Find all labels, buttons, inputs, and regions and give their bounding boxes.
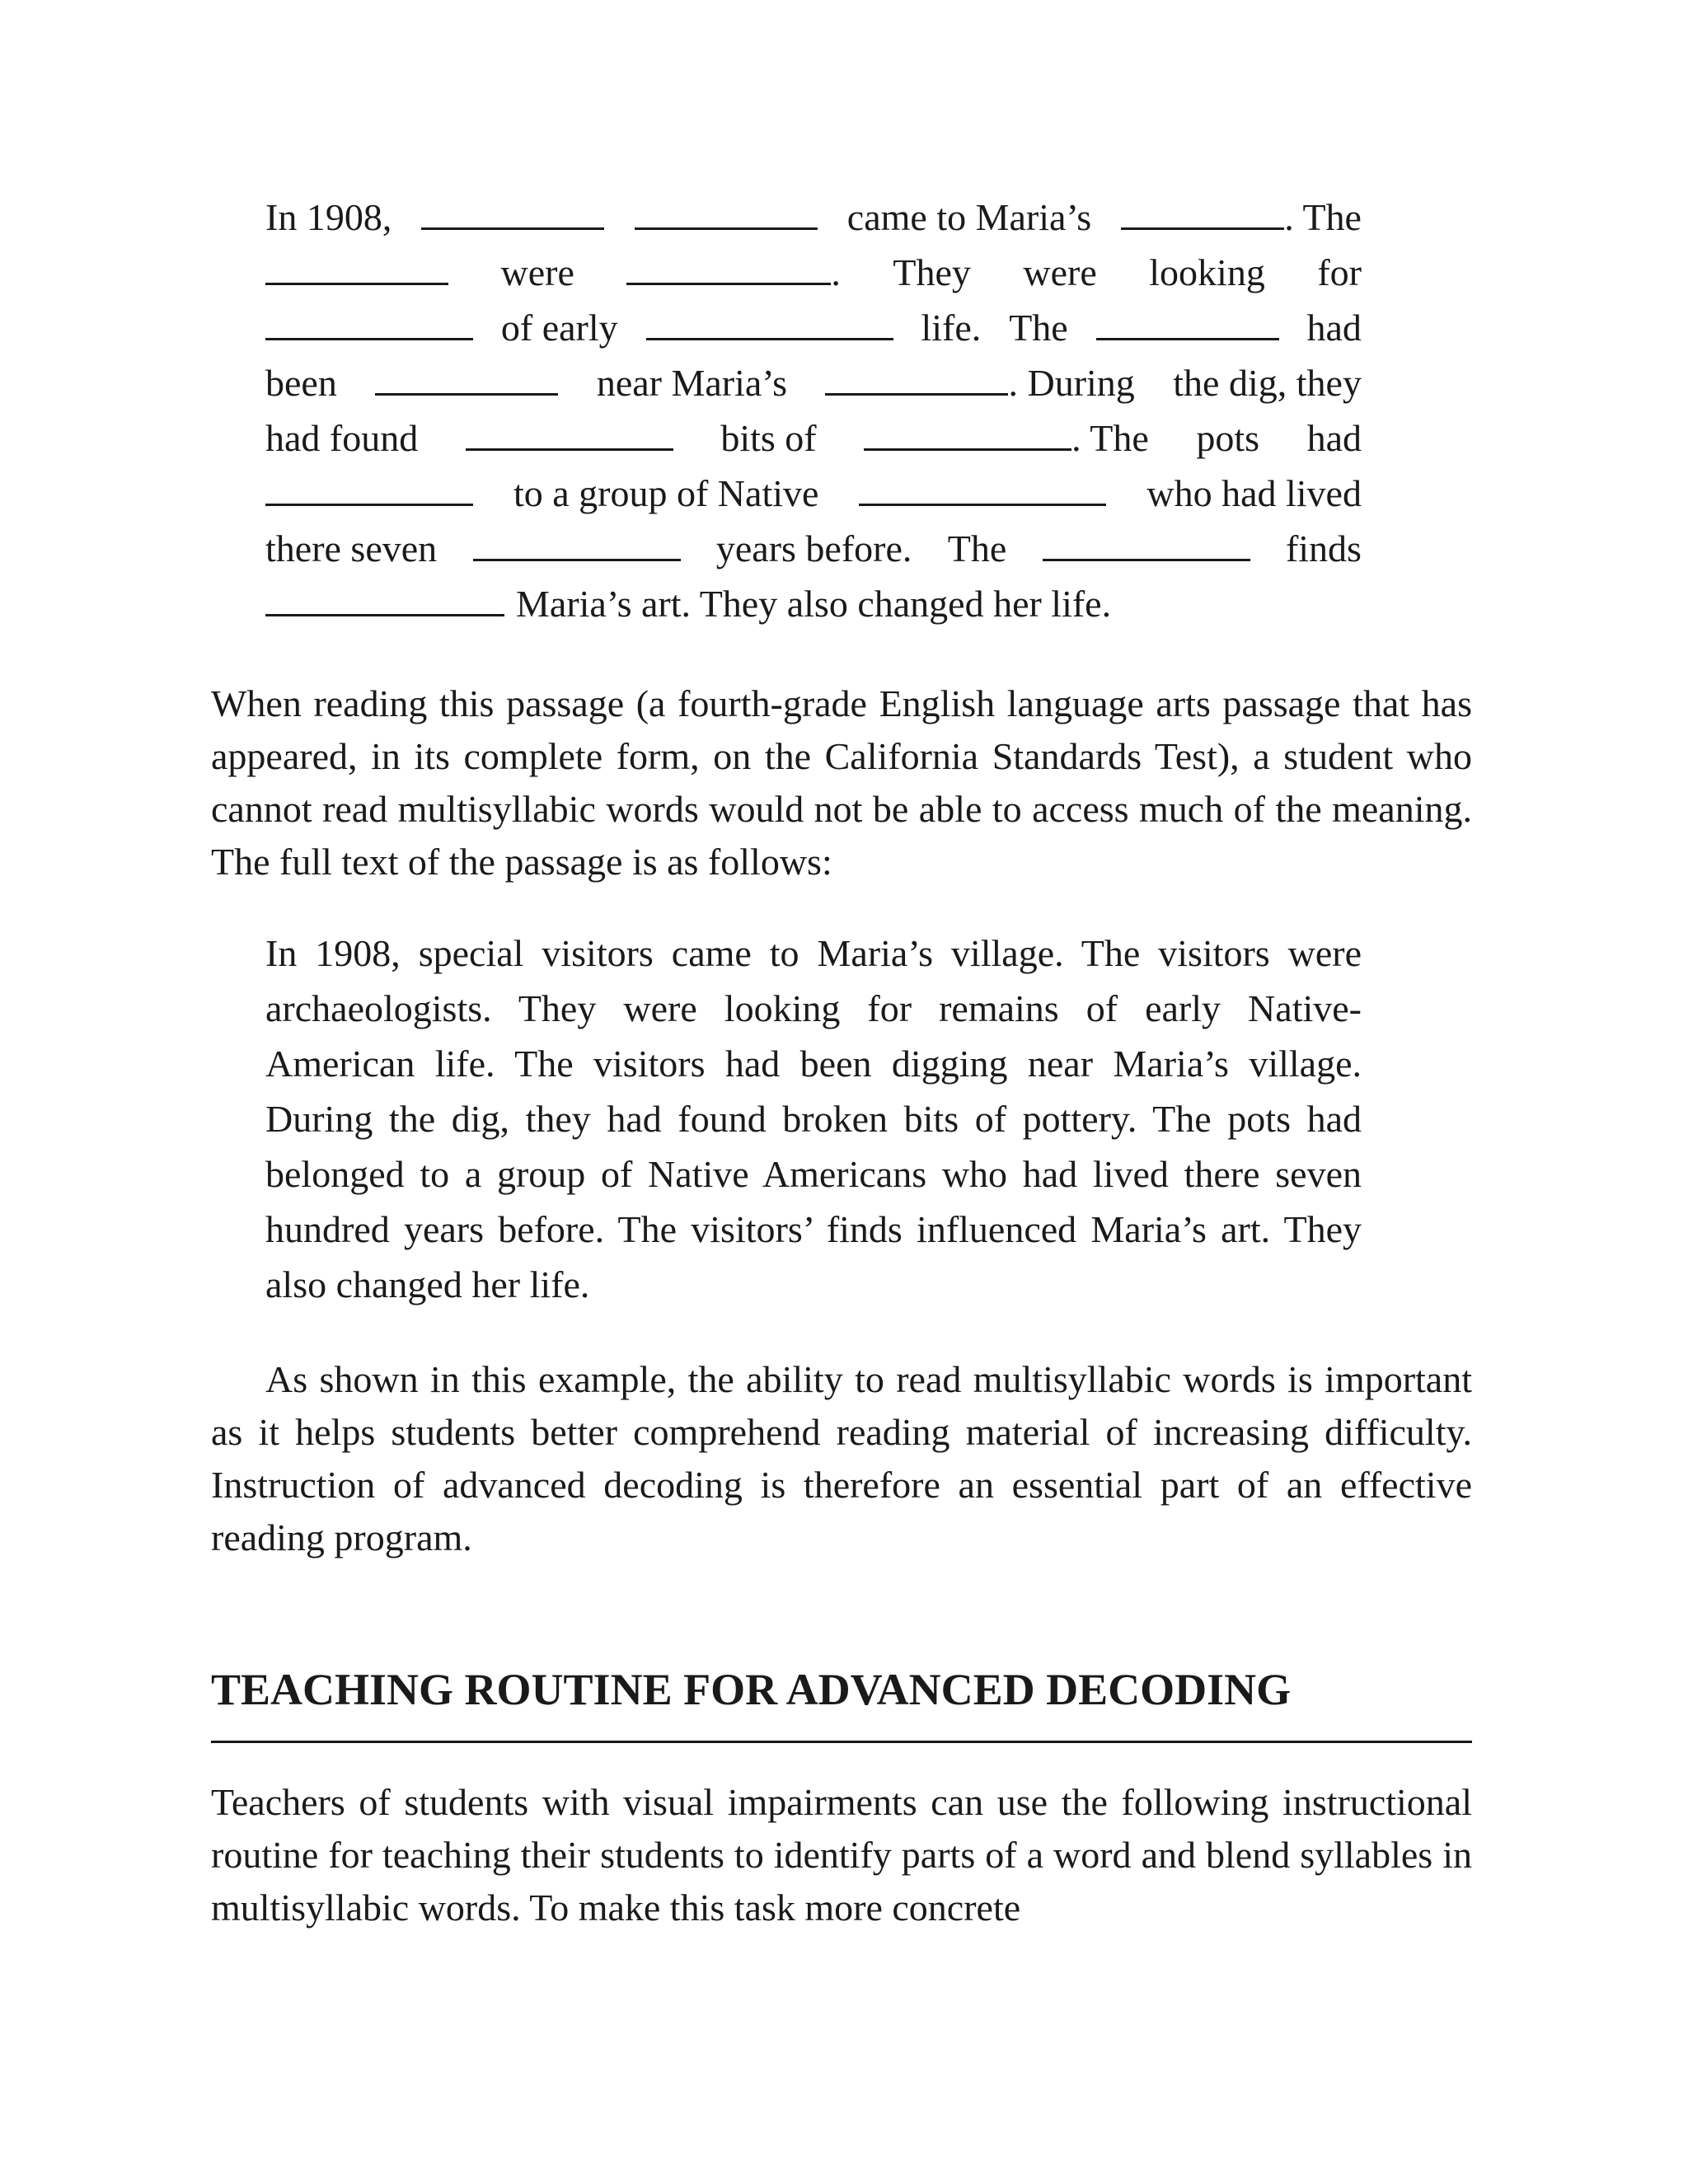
cloze-blank	[859, 476, 1106, 506]
body-paragraph-3: Teachers of students with visual impairments can use the following instructional routine for teaching their students to identify parts of a word and blend syllables in multisyllabic words. To make this task more concrete	[211, 1781, 1472, 1929]
heading-rule	[211, 1741, 1472, 1743]
cloze-line-4	[265, 355, 1362, 410]
cloze-text: In 1908,	[265, 196, 392, 238]
cloze-segment	[825, 355, 1134, 410]
cloze-text: finds	[1285, 527, 1362, 569]
section-heading: TEACHING ROUTINE FOR ADVANCED DECODING	[211, 1665, 1292, 1714]
cloze-text: were	[1023, 251, 1097, 293]
full-passage-text: In 1908, special visitors came to Maria’s village. The visitors were archaeologists. They were looking for remains of early Native-American life. The visitors had been digging near Maria’s village. During the dig, they had found broken bits of pottery. The pots had belonged to a group of Native Americans who had lived there seven hundred years before. The visitors’ finds influenced Maria’s art. They also changed her life.	[265, 932, 1362, 1305]
cloze-blank	[265, 310, 473, 340]
cloze-blank	[626, 255, 831, 285]
cloze-segment	[626, 245, 841, 300]
cloze-blank	[466, 420, 673, 451]
cloze-text: who had lived	[1146, 472, 1362, 514]
body-paragraph-1: When reading this passage (a fourth-grade English language arts passage that has appeared, in its complete form, on the California Standards Test), a student who cannot read multisyllabic words would not be able to access much of the meaning. The full text of the passage is as follows:	[211, 682, 1472, 883]
cloze-text: .	[831, 251, 841, 293]
cloze-text: They	[893, 251, 971, 293]
cloze-blank	[646, 310, 893, 340]
cloze-line-5	[265, 410, 1362, 466]
cloze-blank	[1096, 310, 1279, 340]
full-passage-block	[265, 926, 1362, 1312]
cloze-line-1	[265, 190, 1362, 245]
cloze-blank	[635, 199, 818, 230]
cloze-blank	[864, 420, 1071, 451]
cloze-text: for	[1317, 251, 1362, 293]
cloze-blank	[265, 586, 504, 616]
cloze-text: of early	[500, 307, 618, 349]
cloze-segment	[864, 410, 1149, 466]
cloze-text: bits of	[720, 417, 817, 459]
document-page	[211, 190, 1472, 1934]
cloze-blank	[825, 365, 1008, 396]
cloze-text: . The	[1071, 417, 1149, 459]
cloze-text: been	[265, 362, 337, 404]
cloze-text: life.	[921, 307, 982, 349]
cloze-text: to a group of Native	[513, 472, 819, 514]
cloze-line-6	[265, 466, 1362, 521]
cloze-text: came to Maria’s	[846, 196, 1092, 238]
cloze-text: near Maria’s	[596, 362, 787, 404]
cloze-segment	[1121, 190, 1362, 245]
cloze-blank	[421, 199, 604, 230]
cloze-line-3	[265, 300, 1362, 355]
cloze-blank	[1121, 199, 1284, 230]
cloze-text: . During	[1008, 362, 1135, 404]
cloze-text: Maria’s art. They also changed her life.	[516, 583, 1112, 625]
cloze-line-2	[265, 245, 1362, 300]
cloze-passage	[265, 190, 1362, 631]
cloze-blank	[473, 531, 681, 561]
cloze-blank	[265, 255, 448, 285]
cloze-text: the dig, they	[1173, 362, 1362, 404]
cloze-text: had	[1306, 307, 1362, 349]
cloze-text: . The	[1284, 196, 1362, 238]
cloze-text: were	[500, 251, 574, 293]
cloze-blank	[375, 365, 558, 396]
cloze-blank	[265, 476, 473, 506]
cloze-blank	[1043, 531, 1250, 561]
cloze-text: had	[1306, 417, 1362, 459]
cloze-text: The	[1009, 307, 1068, 349]
cloze-text: looking	[1149, 251, 1265, 293]
cloze-text: years before.	[715, 527, 912, 569]
cloze-text: had found	[265, 417, 419, 459]
cloze-text: there seven	[265, 527, 438, 569]
cloze-text: The	[947, 527, 1007, 569]
body-paragraph-2: As shown in this example, the ability to read multisyllabic words is important as it helps students better comprehend reading material of increasing difficulty. Instruction of advanced decoding is therefore an essential part of an effective reading program.	[211, 1358, 1472, 1558]
cloze-line-8	[265, 576, 1362, 631]
cloze-line-7	[265, 521, 1362, 576]
cloze-text: pots	[1196, 417, 1260, 459]
